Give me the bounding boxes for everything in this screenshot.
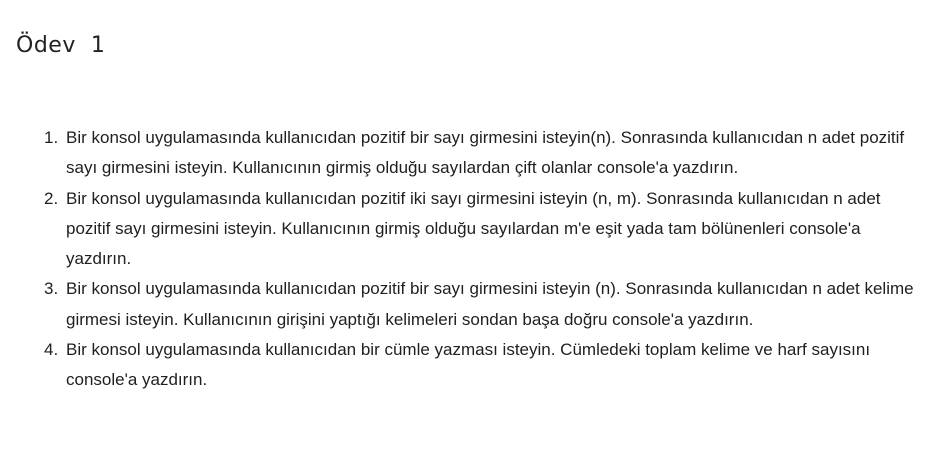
list-item-text: Bir konsol uygulamasında kullanıcıdan pozitif bir sayı girmesini isteyin (n). Sonrasında kullanıcıdan n adet kelime girmesi isteyin. Kullanıcının girişini yaptığı kelimeleri sondan başa doğru console'a yazdırın.	[66, 279, 914, 329]
list-item-number: 4.	[44, 340, 59, 360]
page-title: Ödev 1	[16, 33, 106, 58]
list-item-number: 1.	[44, 128, 59, 147]
list-item-text: Bir konsol uygulamasında kullanıcıdan bir cümle yazması isteyin. Cümledeki toplam kelime ve harf sayısını console'a yazdırın.	[66, 340, 871, 390]
list-item-text: Bir konsol uygulamasında kullanıcıdan pozitif iki sayı girmesini isteyin (n, m). Sonrasında kullanıcıdan n adet pozitif sayı girmesini isteyin. Kullanıcının girmiş olduğu sayılardan m'e eşit yada tam bölünenleri console'a yazdırın.	[66, 188, 881, 269]
task-list	[44, 123, 914, 396]
list-item-text: Bir konsol uygulamasında kullanıcıdan pozitif bir sayı girmesini isteyin(n). Sonrasında kullanıcıdan n adet pozitif sayı girmesini isteyin. Kullanıcının girmiş olduğu sayılardan çift olanlar console'a yazdırın.	[66, 128, 905, 178]
list-item-task-4	[44, 335, 914, 396]
list-item-task-1	[44, 123, 914, 184]
list-item-task-3	[44, 274, 914, 335]
list-item-task-2	[44, 184, 914, 275]
list-item-number: 2.	[44, 188, 59, 208]
list-item-number: 3.	[44, 279, 59, 299]
